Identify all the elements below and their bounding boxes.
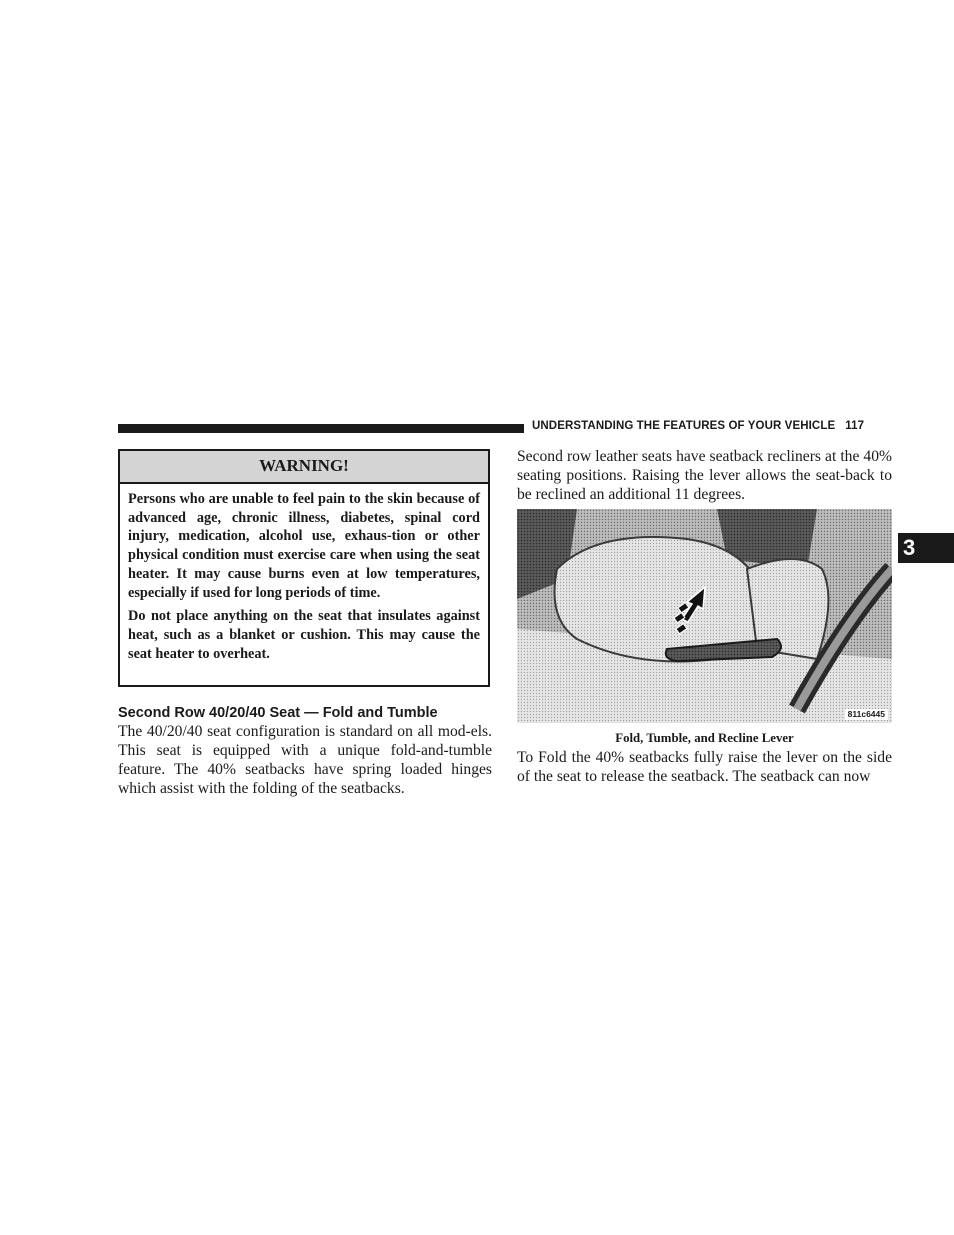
chapter-tab: 3 (898, 533, 954, 563)
fold-paragraph: To Fold the 40% seatbacks fully raise the lever on the side of the seat to release the seatback. The seatback can now (517, 749, 892, 785)
header-rule (118, 424, 524, 433)
warning-paragraph: Persons who are unable to feel pain to the skin because of advanced age, chronic illness, diabetes, spinal cord injury, medication, alcohol use, exhaus-tion or other physical condition must exercise care when using the seat heater. It may cause burns even at low temperatures, especially if used for long periods of time. (128, 491, 480, 601)
figure-code: 811c6445 (845, 709, 888, 720)
section-heading: Second Row 40/20/40 Seat — Fold and Tumble (118, 705, 438, 721)
header-section-title: UNDERSTANDING THE FEATURES OF YOUR VEHICLE (532, 420, 836, 432)
recliner-paragraph: Second row leather seats have seatback recliners at the 40% seating positions. Raising the lever allows the seat-back to be reclined an additional 11 degrees. (517, 448, 892, 503)
section-paragraph: The 40/20/40 seat configuration is standard on all mod-els. This seat is equipped with a unique fold-and-tumble feature. The 40% seatbacks have spring loaded hinges which assist with the folding of the seatbacks. (118, 723, 492, 797)
page-number: 117 (845, 420, 865, 432)
warning-title: WARNING! (120, 451, 488, 484)
warning-body (120, 484, 488, 663)
figure-caption: Fold, Tumble, and Recline Lever (615, 731, 794, 745)
seat-lever-illustration (517, 509, 892, 723)
running-header (532, 420, 892, 432)
warning-box (118, 449, 490, 687)
warning-paragraph: Do not place anything on the seat that insulates against heat, such as a blanket or cushion. This may cause the seat heater to overheat. (128, 608, 480, 662)
seat-lever-photo (517, 509, 892, 723)
